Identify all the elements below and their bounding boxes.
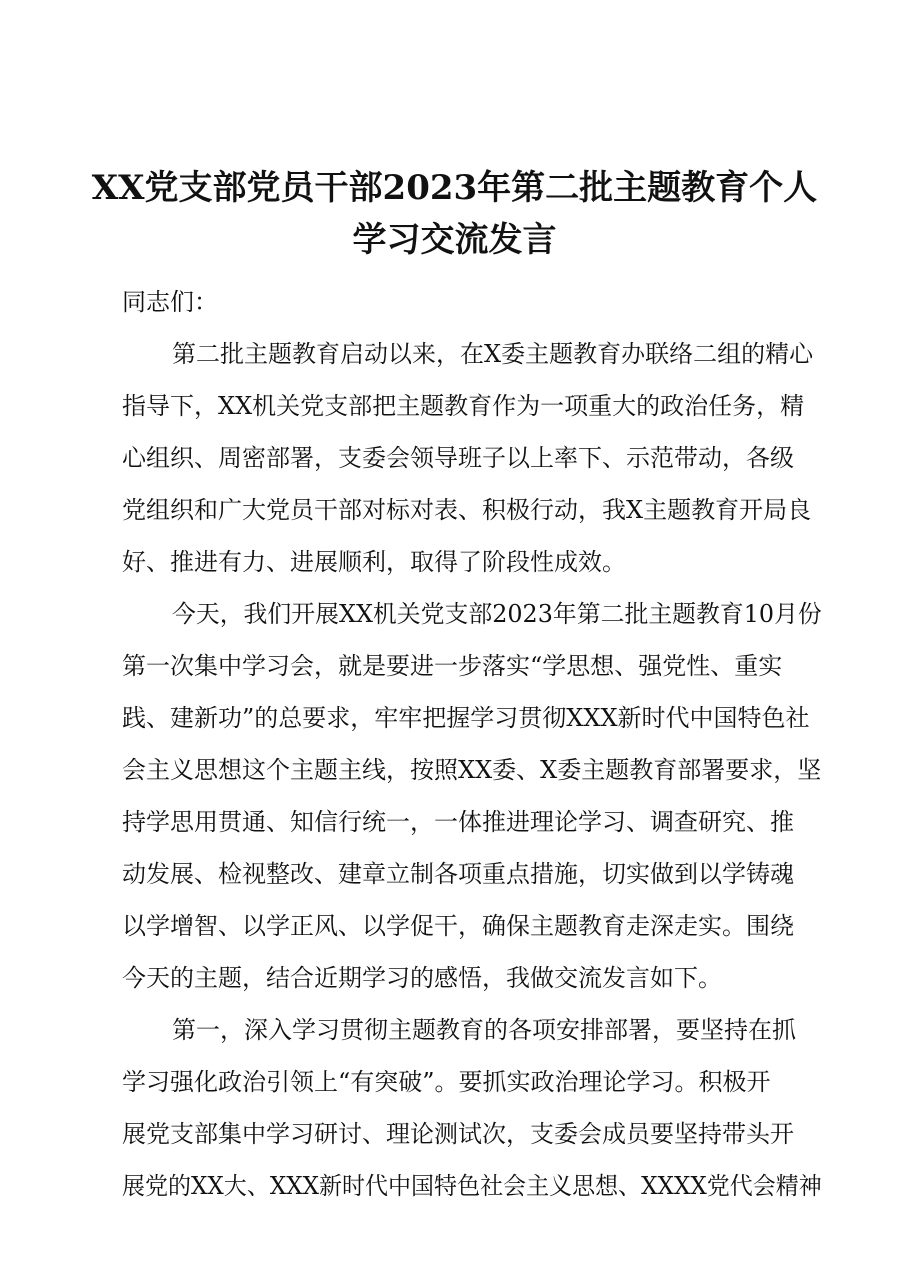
paragraph-line: 第二批主题教育启动以来，在X委主题教育办联络二组的精心 (172, 340, 814, 368)
paragraph-line: 展党的XX大、XXX新时代中国特色社会主义思想、XXXX党代会精神 (122, 1172, 822, 1200)
paragraph-line: 学习强化政治引领上“有突破”。要抓实政治理论学习。积极开 (122, 1068, 771, 1096)
paragraph-line: 心组织、周密部署，支委会领导班子以上率下、示范带动，各级 (122, 444, 794, 472)
paragraph-line: 第一，深入学习贯彻主题教育的各项安排部署，要坚持在抓 (172, 1016, 796, 1044)
paragraph-line: 动发展、检视整改、建章立制各项重点措施，切实做到以学铸魂 (122, 860, 794, 888)
paragraph-line: 持学思用贯通、知信行统一，一体推进理论学习、调查研究、推 (122, 808, 794, 836)
paragraph-line: 会主义思想这个主题主线，按照XX委、X委主题教育部署要求，坚 (122, 756, 822, 784)
paragraph-line: 以学增智、以学正风、以学促干，确保主题教育走深走实。围绕 (122, 912, 794, 940)
salutation: 同志们： (122, 288, 218, 316)
paragraph-line: 党组织和广大党员干部对标对表、积极行动，我X主题教育开局良 (122, 496, 812, 524)
paragraph-line: 指导下，XX机关党支部把主题教育作为一项重大的政治任务，精 (122, 392, 805, 420)
paragraph-line: 展党支部集中学习研讨、理论测试次，支委会成员要坚持带头开 (122, 1120, 794, 1148)
document-title-line-1: XX党支部党员干部2023年第二批主题教育个人 (91, 168, 818, 208)
paragraph-line: 今天，我们开展XX机关党支部2023年第二批主题教育10月份 (172, 600, 822, 628)
paragraph-line: 好、推进有力、进展顺利，取得了阶段性成效。 (122, 548, 626, 576)
paragraph-line: 今天的主题，结合近期学习的感悟，我做交流发言如下。 (122, 964, 722, 992)
document-title-line-2: 学习交流发言 (352, 220, 557, 260)
paragraph-line: 第一次集中学习会，就是要进一步落实“学思想、强党性、重实 (122, 652, 783, 680)
paragraph-line: 践、建新功”的总要求，牢牢把握学习贯彻XXX新时代中国特色社 (122, 704, 810, 732)
